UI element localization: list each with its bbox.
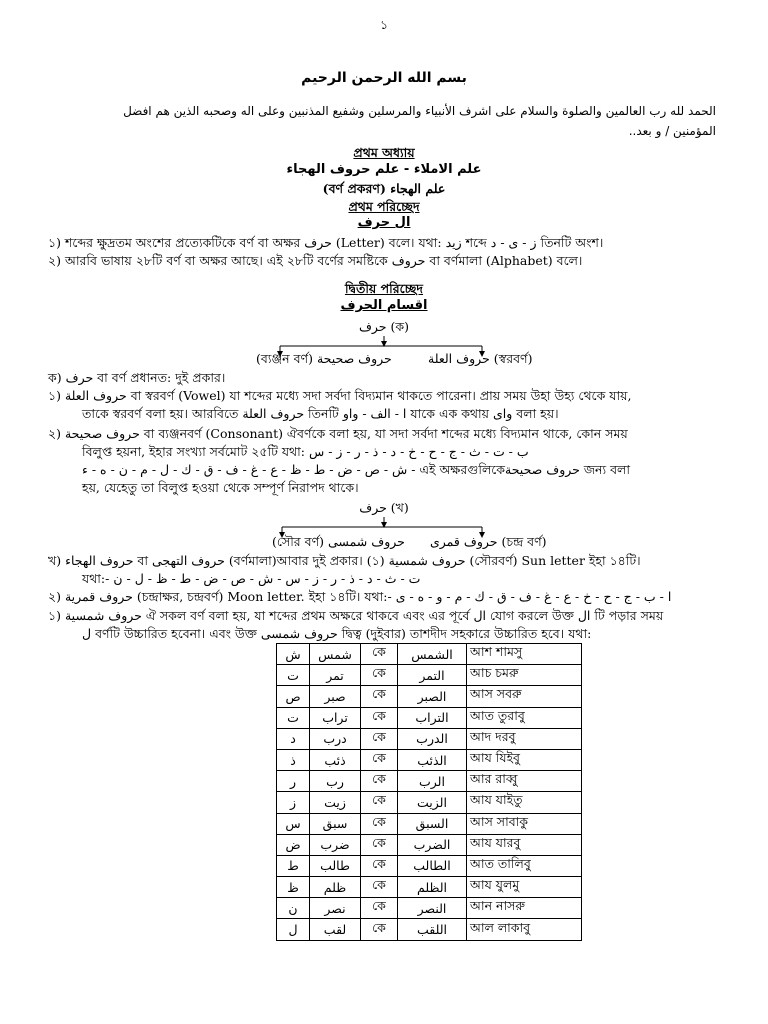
consonant-para-line-3: ش - ص - ض - ط - ظ - ع - غ - ف - ق - ك - ل - م - ن - ه - ء - এই অক্ষরগুলিকেحروف صحيحة জন্য বলা <box>82 462 630 477</box>
pronunciation-cell: আয যিইবু <box>467 749 582 770</box>
pronunciation-cell: আত তুরাবু <box>467 707 582 728</box>
intro-line-2: المؤمنين / و بعد.. <box>628 124 716 138</box>
word-cell: طالب <box>310 855 361 876</box>
word-with-al-cell: النصر <box>398 898 467 919</box>
word-with-al-cell: الطالب <box>398 855 467 876</box>
word-with-al-cell: الزيت <box>398 792 467 813</box>
sun-letter-cell: ص <box>277 686 310 707</box>
ke-cell: কে <box>361 898 398 919</box>
pronunciation-cell: আত তালিবু <box>467 855 582 876</box>
table-row <box>277 707 582 728</box>
ke-cell: কে <box>361 877 398 898</box>
sun-letter-table <box>276 643 582 941</box>
table-row <box>277 877 582 898</box>
pronunciation-cell: আয যুলমু <box>467 877 582 898</box>
sun-letter-cell: س <box>277 813 310 834</box>
consonant-para-line-1: ২) حروف صحيحة বা ব্যঞ্জনবর্ণ (Consonant) ঐবর্ণকে বলা হয়, যা সদা সর্বদা শব্দের মধ্যে বিদ্যমান থাকে, কোন সময় <box>48 426 628 441</box>
tree1-root: حرف (ক) <box>358 319 410 334</box>
word-cell: درب <box>310 728 361 749</box>
word-with-al-cell: الظلم <box>398 877 467 898</box>
pronunciation-cell: আস সবরু <box>467 686 582 707</box>
word-with-al-cell: الذئب <box>398 749 467 770</box>
tree2-moon: حروف قمرى (চন্দ্র বর্ণ) <box>430 534 547 549</box>
ke-cell: কে <box>361 707 398 728</box>
word-cell: زيت <box>310 792 361 813</box>
sun-letter-cell: ش <box>277 644 310 665</box>
pronunciation-cell: আর রাব্বু <box>467 771 582 792</box>
ke-cell: কে <box>361 919 398 940</box>
vowel-para-line-2: তাকে স্বরবর্ণ বলা হয়। আরবিতে حروف العلة তিনটি ا - الف - واو যাকে এক কথায় واى বলা হয়। <box>82 406 559 421</box>
sun-letter-cell: ت <box>277 707 310 728</box>
pronunciation-cell: আদ দরবু <box>467 728 582 749</box>
word-cell: تمر <box>310 665 361 686</box>
word-with-al-cell: الضرب <box>398 834 467 855</box>
table-row <box>277 855 582 876</box>
word-cell: لقب <box>310 919 361 940</box>
consonant-para-line-4: হয়, যেহেতু তা বিলুপ্ত হওয়া থেকে সম্পূর্ণ নিরাপদ থাকে। <box>82 480 359 495</box>
ke-cell: কে <box>361 686 398 707</box>
vowel-para-line-1: ১) حروف العلة বা স্বরবর্ণ (Vowel) যা শব্দের মধ্যে সদা সর্বদা বিদ্যমান থাকতে পারেনা। প্রায় সময় উহা উহ্য থেকে যায়, <box>48 388 632 403</box>
sun-letter-cell: ط <box>277 855 310 876</box>
sun-letters-line-2: যথা:- ت - ث - د - ذ - ر - ز - س - ش - ص - ض - ط - ظ - ل - ن <box>82 571 421 586</box>
sun-letter-cell: ض <box>277 834 310 855</box>
table-row <box>277 834 582 855</box>
aqsam-heading: اقسام الحرف <box>340 298 428 313</box>
ke-cell: কে <box>361 813 398 834</box>
pronunciation-cell: আস সাবাকু <box>467 813 582 834</box>
pronunciation-cell: আন নাসরু <box>467 898 582 919</box>
word-cell: ضرب <box>310 834 361 855</box>
sun-letter-cell: ر <box>277 771 310 792</box>
word-cell: ذئب <box>310 749 361 770</box>
section-2-heading: দ্বিতীয় পরিচ্ছেদ <box>344 281 424 296</box>
table-row <box>277 898 582 919</box>
word-cell: تراب <box>310 707 361 728</box>
tree1-consonant: (ব্যঞ্জন বর্ণ) حروف صحيحة <box>256 351 392 366</box>
word-cell: نصر <box>310 898 361 919</box>
sun-letters-line-1: খ) حروف الهجاء বা حروف التهجى (বর্ণমালা)আবার দুই প্রকার। (১) حروف شمسية (সৌরবর্ণ) Sun letter ইহা ১৪টি। <box>48 553 641 568</box>
sun-letter-cell: ظ <box>277 877 310 898</box>
pronunciation-cell: আয যাইতু <box>467 792 582 813</box>
definition-letter: ১) শব্দের ক্ষুদ্রতম অংশের প্রত্যেকটিকে বর্ণ বা অক্ষর حرف (Letter) বলে। যথা: زيد শব্দে ز - ى - د তিনটি অংশ। <box>48 235 604 250</box>
chapter-subtitle: (বর্ণ প্রকরণ) علم الهجاء <box>322 181 446 196</box>
word-with-al-cell: الدرب <box>398 728 467 749</box>
word-with-al-cell: اللقب <box>398 919 467 940</box>
tree2-root: حرف (খ) <box>359 500 409 515</box>
sun-rule-line-2: ل বর্ণটি উচ্চারিত হবেনা। এবং উক্ত حروف شمسى দ্বিত্ব (দুইবার) তাশদীদ সহকারে উচ্চারিত হবে। যথা: <box>82 626 592 641</box>
word-cell: صبر <box>310 686 361 707</box>
chapter-title-arabic: علم الاملاء - علم حروف الهجاء <box>286 162 482 177</box>
table-row <box>277 919 582 940</box>
word-with-al-cell: الرب <box>398 771 467 792</box>
sun-letter-cell: ز <box>277 792 310 813</box>
section-1-heading: প্রথম পরিচ্ছেদ <box>348 199 420 214</box>
ke-cell: কে <box>361 728 398 749</box>
tree1-vowel: حروف العلة (স্বরবর্ণ) <box>428 351 533 366</box>
word-cell: شمس <box>310 644 361 665</box>
sun-letter-cell: ن <box>277 898 310 919</box>
table-row <box>277 749 582 770</box>
ke-cell: কে <box>361 644 398 665</box>
sun-letter-cell: ل <box>277 919 310 940</box>
word-with-al-cell: التمر <box>398 665 467 686</box>
sun-rule-line-1: ১) حروف شمسية ঐ সকল বর্ণ বলা হয়, যা শব্দের প্রথম অক্ষরে থাকবে এবং এর পূর্বে ال যোগ করলে উক্ত ال টি পড়ার সময় <box>48 608 664 623</box>
pronunciation-cell: আল লাকাবু <box>467 919 582 940</box>
ke-cell: কে <box>361 834 398 855</box>
table-row <box>277 644 582 665</box>
ke-cell: কে <box>361 771 398 792</box>
sun-letter-cell: د <box>277 728 310 749</box>
table-row <box>277 771 582 792</box>
consonant-para-line-2: বিলুপ্ত হয়না, ইহার সংখ্যা সর্বমোট ২৫টি যথা: ب - ت - ث - ج - ح - خ - د - ذ - ر - ز - س <box>82 444 529 459</box>
ke-cell: কে <box>361 749 398 770</box>
sun-letter-cell: ت <box>277 665 310 686</box>
definition-alphabet: ২) আরবি ভাষায় ২৮টি বর্ণ বা অক্ষর আছে। এই ২৮টি বর্ণের সমষ্টিকে حروف বা বর্ণমালা (Alphabet) বলে। <box>48 253 583 268</box>
word-with-al-cell: التراب <box>398 707 467 728</box>
intro-line-1: الحمد لله رب العالمين والصلوة والسلام على اشرف الأنبياء والمرسلين وشفيع المذنبين وعلى اله وصحبه الذين هم افضل <box>123 104 716 118</box>
harf-two-types: ক) حرف বা বর্ণ প্রধানত: দুই প্রকার। <box>48 370 226 385</box>
table-row <box>277 686 582 707</box>
moon-letters-line: ২) حروف قمرية (চন্দ্রাক্ষর, চন্দ্রবর্ণ) Moon letter. ইহা ১৪টি। যথা:- ا - ب - ج - ح - خ - ع - غ - ف - ق - ك - م - و - ه - ى <box>48 589 672 604</box>
word-cell: رب <box>310 771 361 792</box>
word-with-al-cell: الصبر <box>398 686 467 707</box>
word-cell: ظلم <box>310 877 361 898</box>
tree2-sun: (সৌর বর্ণ) حروف شمسى <box>272 534 405 549</box>
page-number: ১ <box>379 17 389 32</box>
sun-letter-cell: ذ <box>277 749 310 770</box>
harf-heading: ال حرف <box>357 215 411 230</box>
ke-cell: কে <box>361 665 398 686</box>
word-with-al-cell: السبق <box>398 813 467 834</box>
word-with-al-cell: الشمس <box>398 644 467 665</box>
pronunciation-cell: আশ শামসু <box>467 644 582 665</box>
table-row <box>277 792 582 813</box>
table-row <box>277 665 582 686</box>
table-row <box>277 728 582 749</box>
table-row <box>277 813 582 834</box>
ke-cell: কে <box>361 792 398 813</box>
word-cell: سبق <box>310 813 361 834</box>
pronunciation-cell: আচ চমরু <box>467 665 582 686</box>
basmala: بسم الله الرحمن الرحيم <box>301 70 467 86</box>
pronunciation-cell: আয যারবু <box>467 834 582 855</box>
ke-cell: কে <box>361 855 398 876</box>
chapter-heading: প্রথম অধ্যায় <box>353 145 415 160</box>
